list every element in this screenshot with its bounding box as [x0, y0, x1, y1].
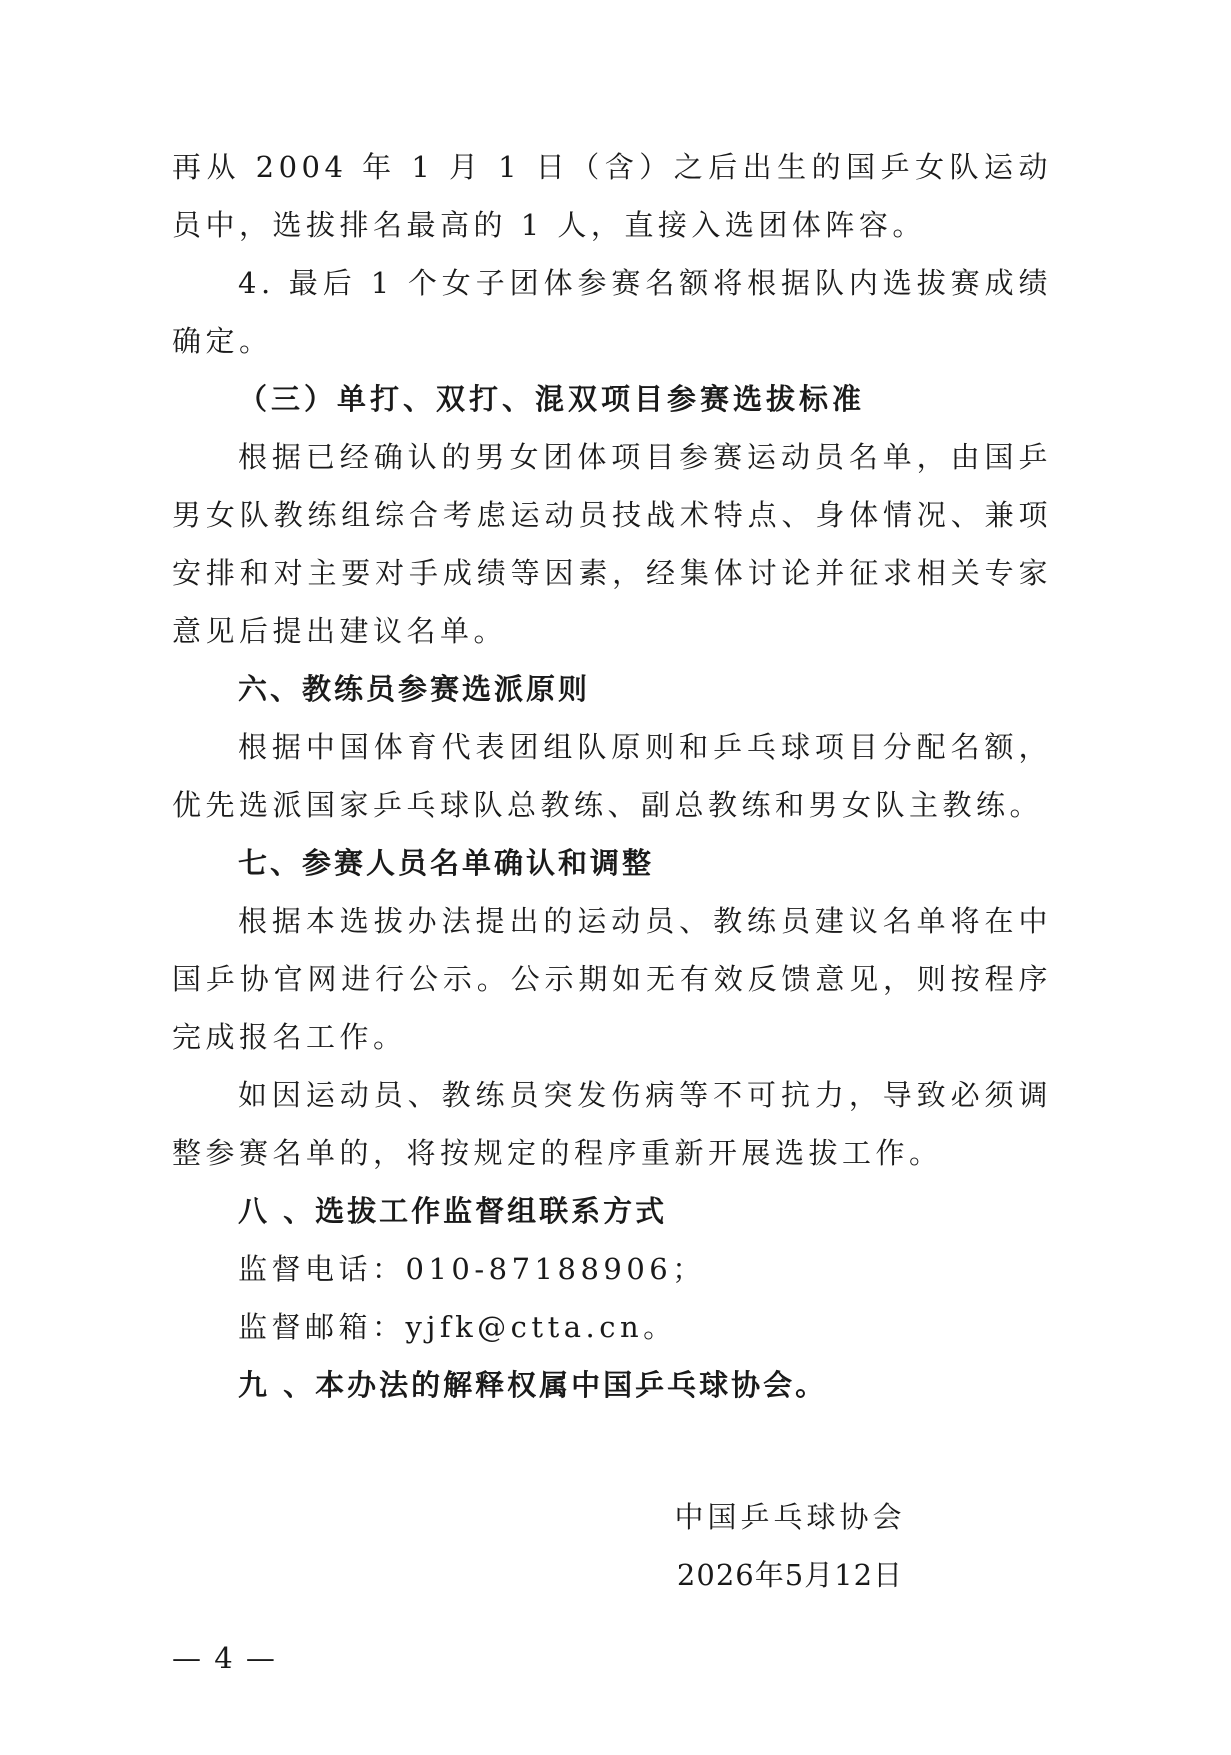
- section-heading: 六、教练员参赛选派原则: [238, 672, 591, 706]
- signature-date: 2026年5月12日: [676, 1558, 904, 1592]
- body-paragraph: 监督电话：010-87188906；: [238, 1252, 706, 1286]
- page-number: — 4 —: [172, 1641, 277, 1675]
- document-body: [172, 138, 1052, 1414]
- section-heading: 九 、本办法的解释权属中国乒乓球协会。: [238, 1368, 828, 1402]
- section-heading: 八 、选拔工作监督组联系方式: [238, 1194, 668, 1228]
- body-paragraph: 根据中国体育代表团组队原则和乒乓球项目分配名额，优先选派国家乒乓球队总教练、副总教练和男女队主教练。: [172, 730, 1052, 822]
- subsection-heading: （三）单打、双打、混双项目参赛选拔标准: [238, 382, 866, 416]
- body-paragraph: 4. 最后 1 个女子团体参赛名额将根据队内选拔赛成绩确定。: [172, 266, 1052, 358]
- body-paragraph: 再从 2004 年 1 月 1 日（含）之后出生的国乒女队运动员中，选拔排名最高的 1 人，直接入选团体阵容。: [172, 150, 1052, 242]
- body-paragraph: 根据已经确认的男女团体项目参赛运动员名单，由国乒男女队教练组综合考虑运动员技战术特点、身体情况、兼项安排和对主要对手成绩等因素，经集体讨论并征求相关专家意见后提出建议名单。: [172, 440, 1052, 648]
- body-paragraph: 根据本选拔办法提出的运动员、教练员建议名单将在中国乒协官网进行公示。公示期如无有效反馈意见，则按程序完成报名工作。: [172, 904, 1052, 1054]
- signature-org: 中国乒乓球协会: [674, 1500, 906, 1534]
- body-paragraph: 监督邮箱：yjfk@ctta.cn。: [238, 1310, 677, 1344]
- section-heading: 七、参赛人员名单确认和调整: [238, 846, 655, 880]
- body-paragraph: 如因运动员、教练员突发伤病等不可抗力，导致必须调整参赛名单的，将按规定的程序重新开展选拔工作。: [172, 1078, 1052, 1170]
- signature-block: [660, 1488, 920, 1604]
